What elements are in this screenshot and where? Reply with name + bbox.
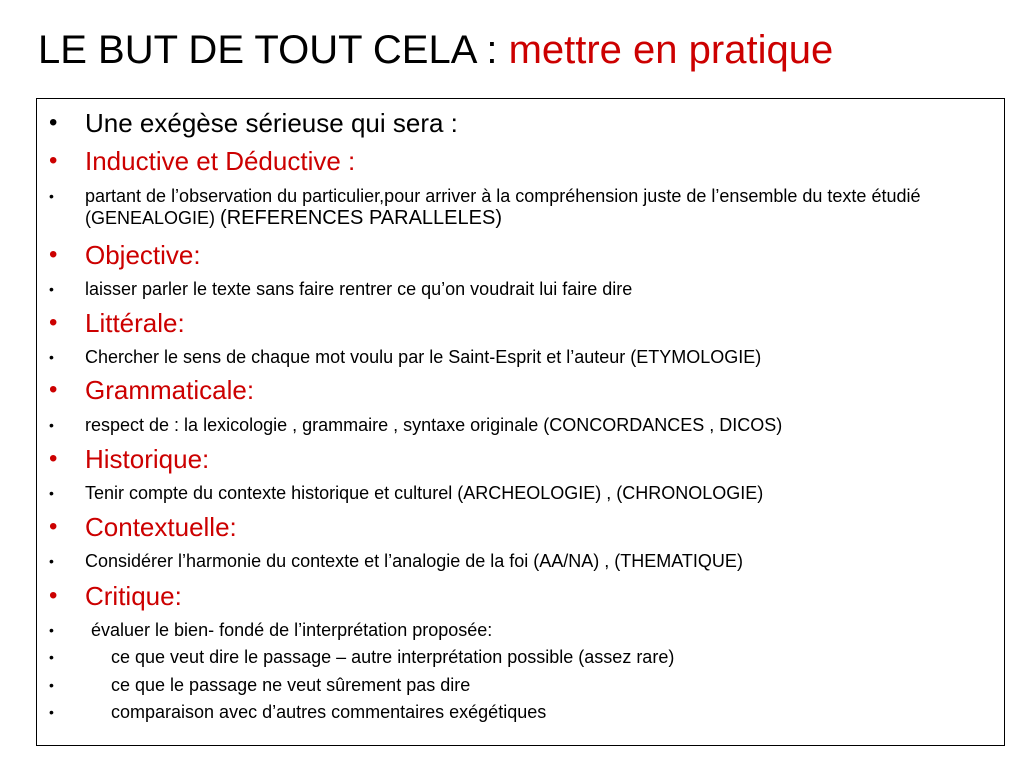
list-item-text: Historique: [85, 444, 210, 474]
title-main: LE BUT DE TOUT CELA : [38, 28, 498, 72]
bullet-icon: • [49, 513, 58, 540]
list-item-text: évaluer le bien- fondé de l’interprétation proposée: [91, 620, 493, 640]
title-accent: mettre en pratique [508, 28, 834, 72]
list-item-text: Inductive et Déductive : [85, 146, 356, 176]
list-item-text: Une exégèse sérieuse qui sera : [85, 108, 458, 138]
list-item-text: Grammaticale: [85, 375, 255, 405]
bullet-icon: • [49, 622, 54, 638]
list-item-text: laisser parler le texte sans faire rentrer ce qu’on voudrait lui faire dire [85, 279, 633, 299]
bullet-icon: • [49, 241, 58, 268]
bullet-list-box [36, 98, 1005, 746]
bullet-icon: • [49, 147, 58, 174]
slide-title [38, 18, 998, 82]
bullet-icon: • [49, 417, 54, 433]
list-item-text: ce que veut dire le passage – autre interprétation possible (assez rare) [111, 647, 675, 667]
list-item-main-text: partant de l’observation du particulier,pour arriver à la compréhension juste de l’ensemble du texte étudié (GENEALOGIE) [85, 186, 921, 228]
bullet-icon: • [49, 109, 58, 136]
bullet-icon: • [49, 677, 54, 693]
bullet-icon: • [49, 281, 54, 297]
list-item-text: Contextuelle: [85, 512, 237, 542]
bullet-icon: • [49, 553, 54, 569]
list-item-text: respect de : la lexicologie , grammaire , syntaxe originale (CONCORDANCES , DICOS) [85, 415, 783, 435]
list-item-text: Chercher le sens de chaque mot voulu par le Saint-Esprit et l’auteur (ETYMOLOGIE) [85, 347, 762, 367]
list-item-text: Considérer l’harmonie du contexte et l’analogie de la foi (AA/NA) , (THEMATIQUE) [85, 551, 743, 571]
bullet-icon: • [49, 704, 54, 720]
list-item-text: Littérale: [85, 308, 185, 338]
list-item-text: Tenir compte du contexte historique et culturel (ARCHEOLOGIE) , (CHRONOLOGIE) [85, 483, 764, 503]
list-item-text: ce que le passage ne veut sûrement pas dire [111, 675, 471, 695]
bullet-icon: • [49, 309, 58, 336]
list-item-text: Critique: [85, 581, 182, 611]
list-item-text: comparaison avec d’autres commentaires exégétiques [111, 702, 547, 722]
bullet-icon: • [49, 485, 54, 501]
bullet-icon: • [49, 349, 54, 365]
bullet-icon: • [49, 376, 58, 403]
bullet-icon: • [49, 445, 58, 472]
bullet-icon: • [49, 649, 54, 665]
list-item-extra-text: (REFERENCES PARALLELES) [220, 207, 502, 229]
bullet-icon: • [49, 188, 54, 204]
list-item-text: Objective: [85, 240, 201, 270]
bullet-icon: • [49, 582, 58, 609]
list-item-text [85, 185, 996, 229]
